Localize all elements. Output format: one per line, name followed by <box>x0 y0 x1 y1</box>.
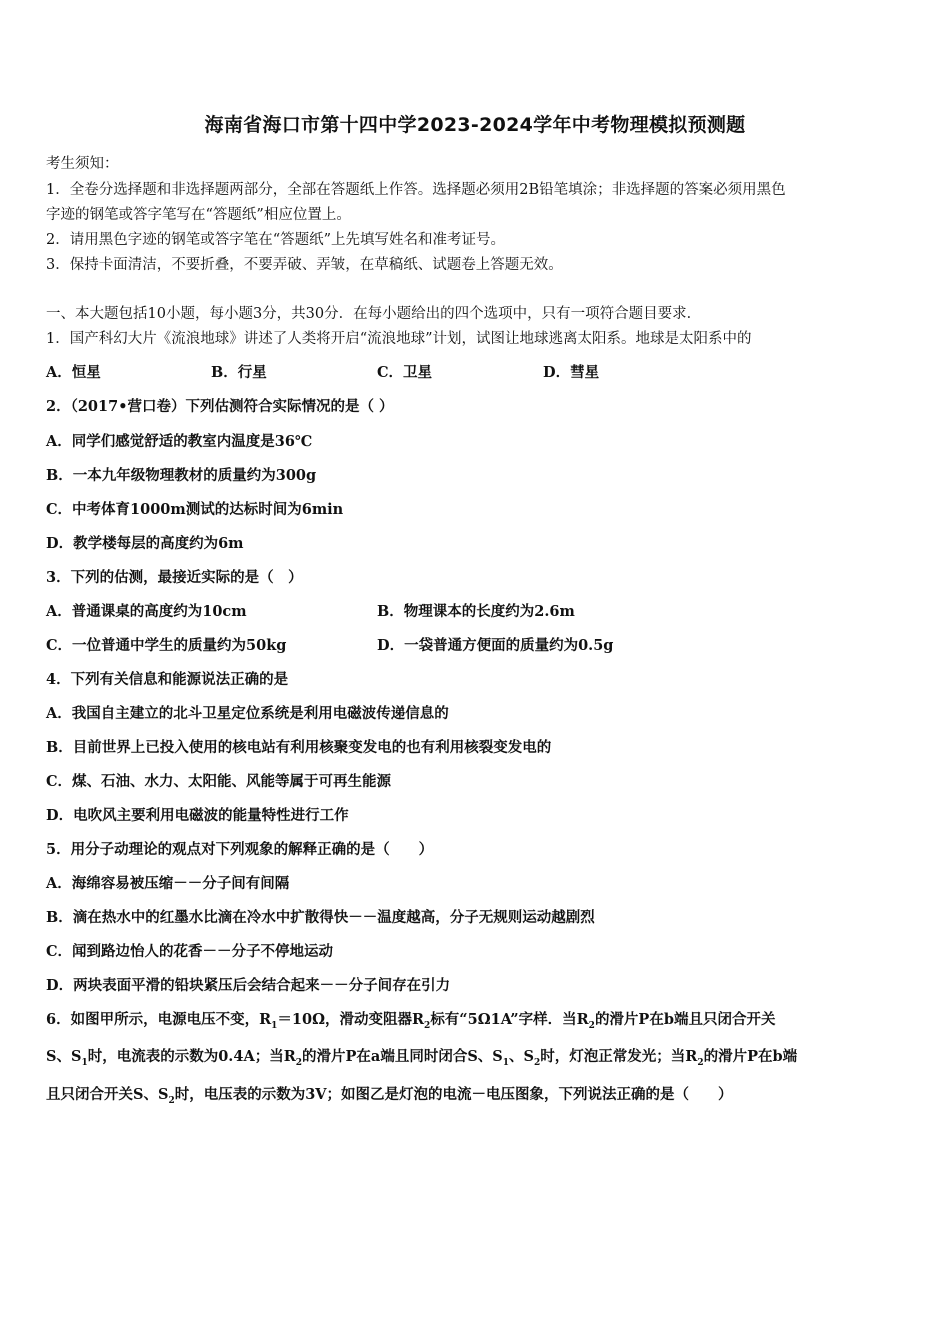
question-2-stem: 2．（2017•营口卷）下列估测符合实际情况的是（ ） <box>46 398 394 415</box>
q1-option-d: D．彗星 <box>543 364 600 381</box>
notice-heading: 考生须知： <box>46 156 119 172</box>
question-4-stem: 4．下列有关信息和能源说法正确的是 <box>46 671 289 688</box>
q3-option-c: C．一位普通中学生的质量约为50kg <box>46 637 287 654</box>
q3-option-a: A．普通课桌的高度约为10cm <box>46 603 247 620</box>
question-3-stem: 3．下列的估测，最接近实际的是（ ） <box>46 569 303 586</box>
q2-option-b: B．一本九年级物理教材的质量约为300g <box>46 467 317 484</box>
q4-option-d: D．电吹风主要利用电磁波的能量特性进行工作 <box>46 807 349 824</box>
q4-option-c: C．煤、石油、水力、太阳能、风能等属于可再生能源 <box>46 773 392 790</box>
q4-option-b: B．目前世界上已投入使用的核电站有利用核聚变发电的也有利用核裂变发电的 <box>46 739 552 756</box>
q5-option-c: C．闻到路边怡人的花香－－分子不停地运动 <box>46 943 334 960</box>
notice-line: 2．请用黑色字迹的钢笔或答字笔在“答题纸”上先填写姓名和准考证号。 <box>46 232 506 248</box>
q3-option-b: B．物理课本的长度约为2.6m <box>377 603 575 620</box>
page-title: 海南省海口市第十四中学2023-2024学年中考物理模拟预测题 <box>204 114 746 136</box>
q5-option-a: A．海绵容易被压缩－－分子间有间隔 <box>46 875 290 892</box>
q1-option-b: B．行星 <box>211 364 267 381</box>
question-6-line-2: S、$S_1$时，电流表的示数为0.4A；当$R_2$的滑片P在a端且同时闭合S、$S_1$、$S_2$时，灯泡正常发光；当$R_2$的滑片P在b端 <box>46 1048 798 1068</box>
question-6-line-3: 且只闭合开关S、$S_2$时，电压表的示数为3V；如图乙是灯泡的电流－电压图象，下列说法正确的是（ ） <box>46 1086 733 1106</box>
question-1-stem: 1．国产科幻大片《流浪地球》讲述了人类将开启“流浪地球”计划，试图让地球逃离太阳系。地球是太阳系中的 <box>46 331 752 347</box>
q5-option-d: D．两块表面平滑的铅块紧压后会结合起来－－分子间存在引力 <box>46 977 451 994</box>
q2-option-c: C．中考体育1000m测试的达标时间为6min <box>46 501 344 518</box>
q3-option-d: D．一袋普通方便面的质量约为0.5g <box>377 637 614 654</box>
q1-option-c: C．卫星 <box>377 364 433 381</box>
q5-option-b: B．滴在热水中的红墨水比滴在冷水中扩散得快－－温度越高，分子无规则运动越剧烈 <box>46 909 595 926</box>
q1-option-a: A．恒星 <box>46 364 101 381</box>
question-6-line-1: 6．如图甲所示，电源电压不变，$R_1=10\Omega$，滑动变阻器$R_2$标有“5Ω1A”字样．当$R_2$的滑片P在b端且只闭合开关 <box>46 1011 776 1031</box>
q4-option-a: A．我国自主建立的北斗卫星定位系统是利用电磁波传递信息的 <box>46 705 449 722</box>
section-heading: 一、本大题包括10小题，每小题3分，共30分．在每小题给出的四个选项中，只有一项符合题目要求． <box>46 306 702 322</box>
notice-line: 3．保持卡面清洁，不要折叠，不要弄破、弄皱，在草稿纸、试题卷上答题无效。 <box>46 257 563 273</box>
notice-line: 字迹的钢笔或答字笔写在“答题纸”相应位置上。 <box>46 207 351 223</box>
notice-line: 1．全卷分选择题和非选择题两部分，全部在答题纸上作答。选择题必须用2B铅笔填涂；非选择题的答案必须用黑色 <box>46 182 786 198</box>
q2-option-d: D．教学楼每层的高度约为6m <box>46 535 244 552</box>
q2-option-a: A．同学们感觉舒适的教室内温度是36℃ <box>46 433 313 450</box>
question-5-stem: 5．用分子动理论的观点对下列观象的解释正确的是（ ） <box>46 841 434 858</box>
